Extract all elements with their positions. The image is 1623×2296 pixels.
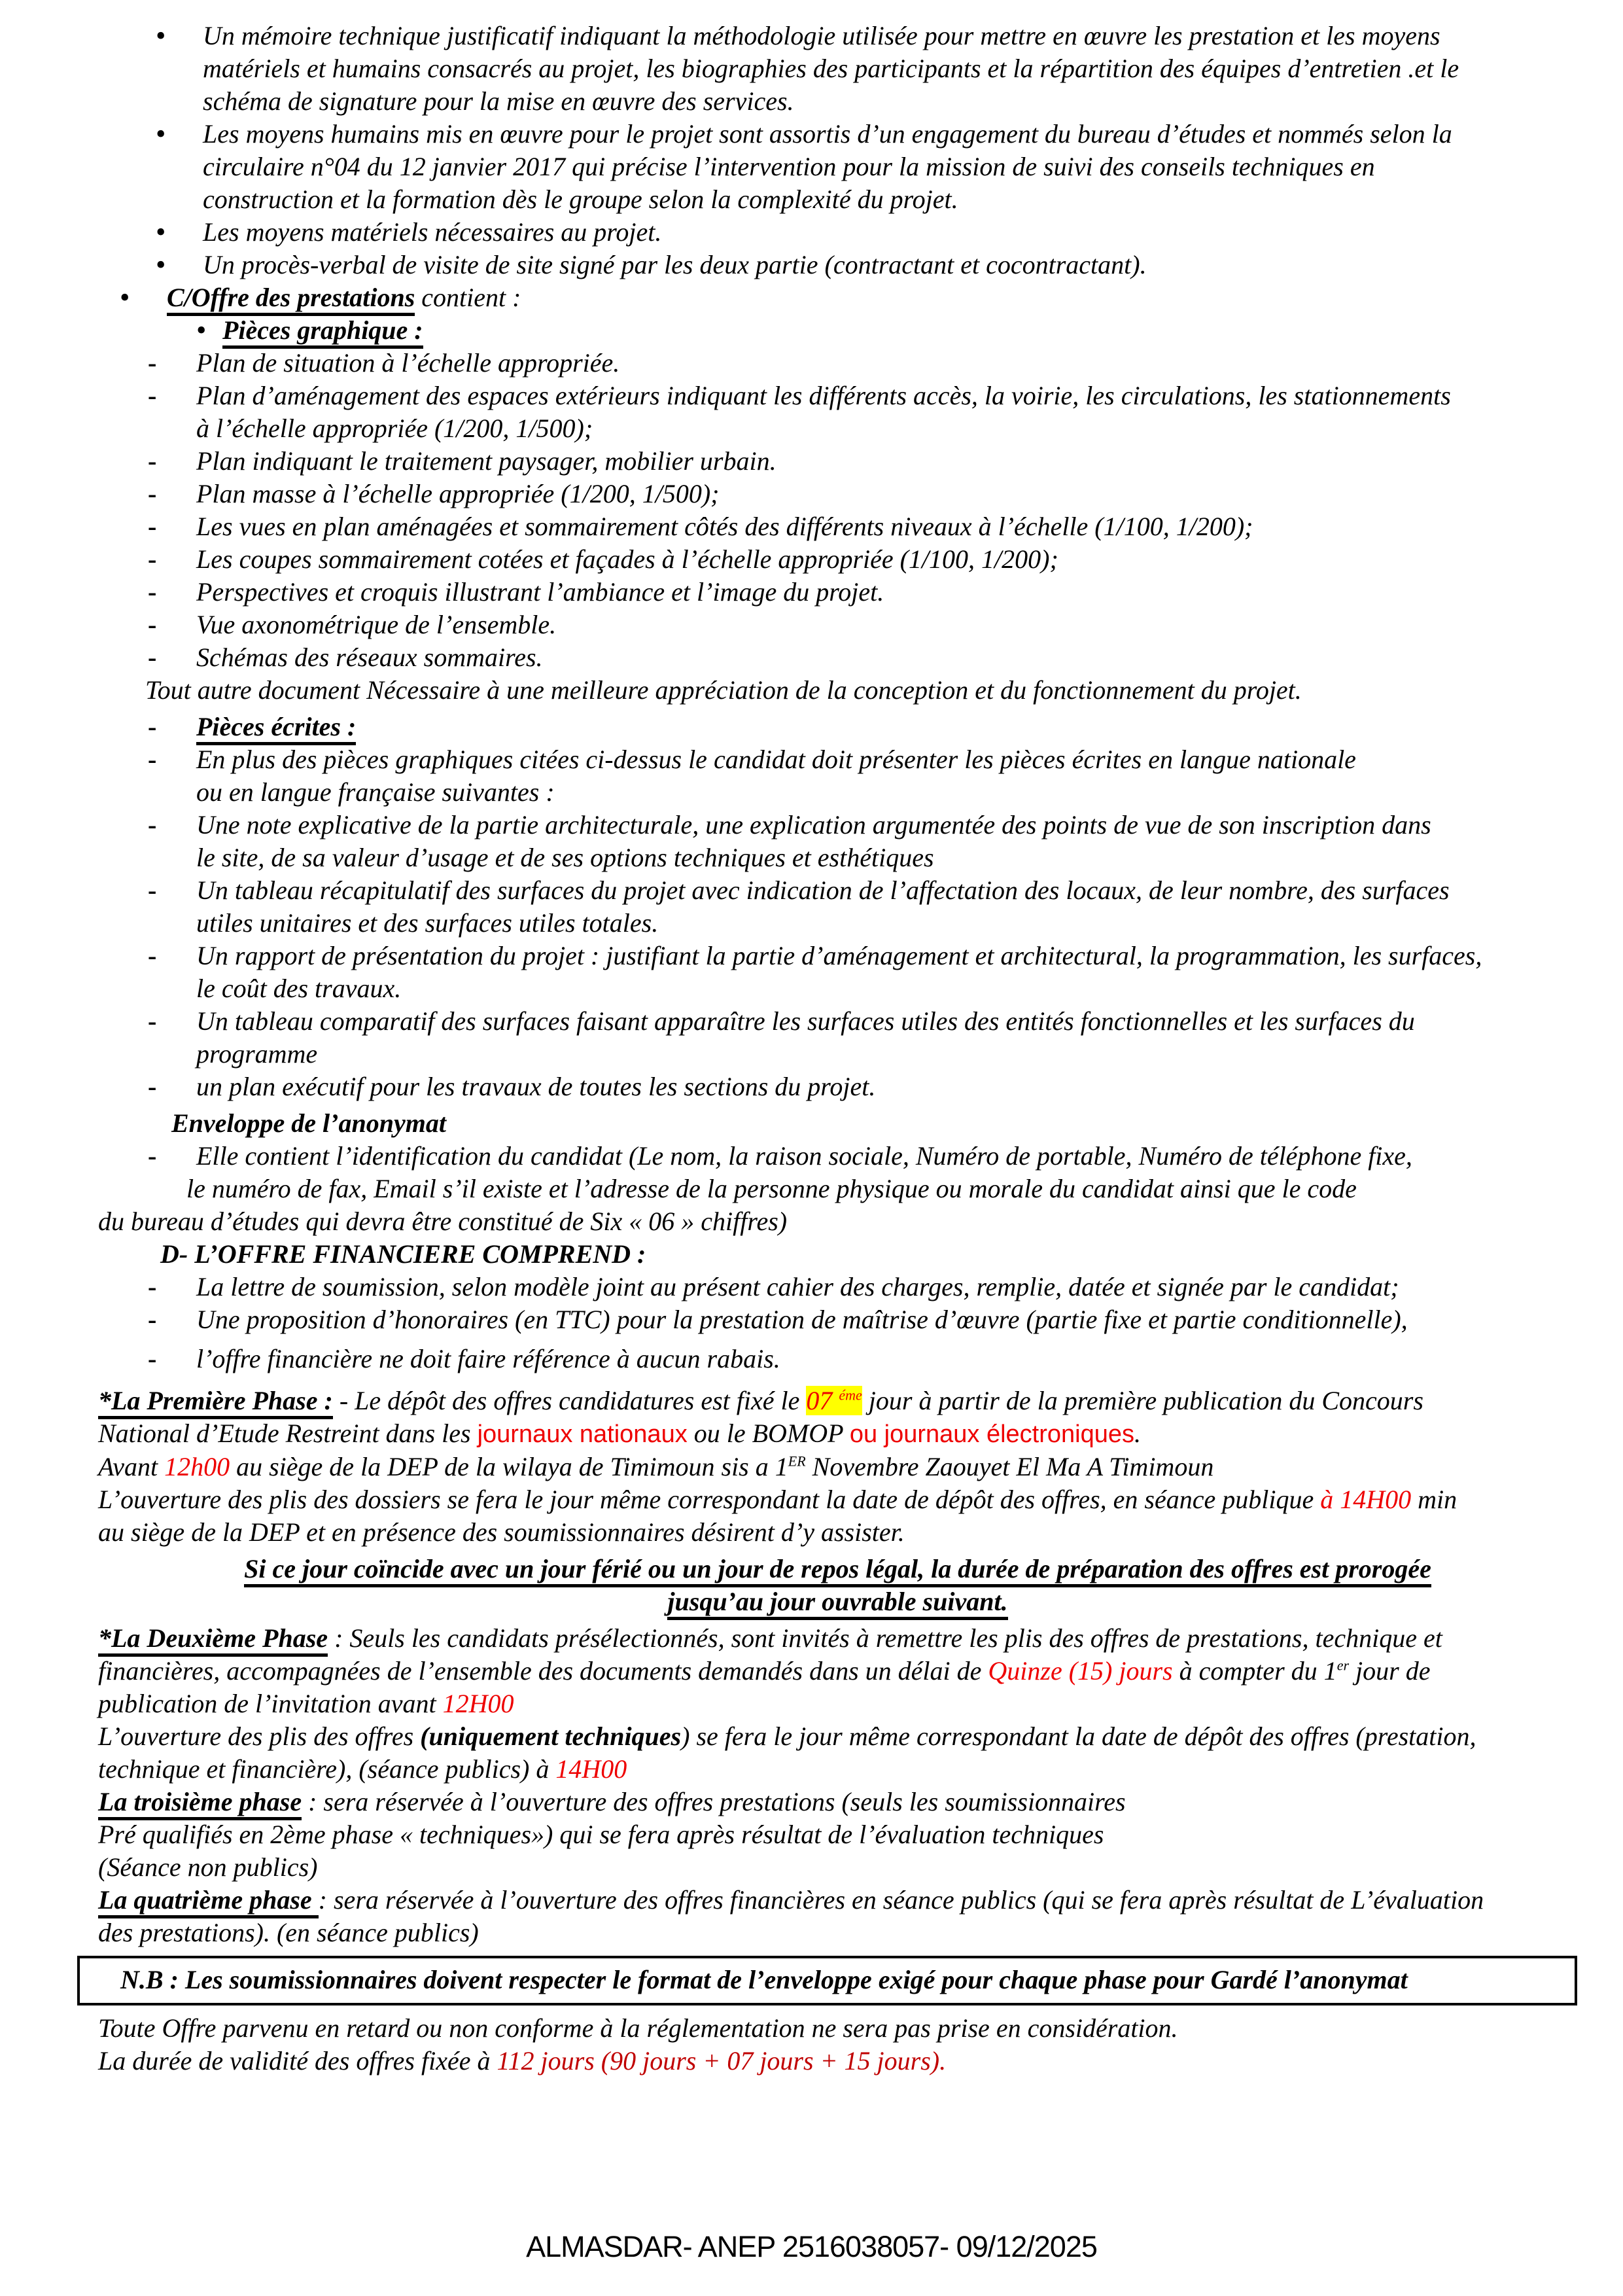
subsection-title: Enveloppe de l’anonymat <box>171 1108 446 1138</box>
text-line: utiles unitaires et des surfaces utiles totales. <box>196 908 659 938</box>
red-journaux-nationaux: journaux nationaux <box>477 1421 688 1448</box>
ouverture2-line <box>98 1720 1577 1753</box>
red-time-14h00: à 14H00 <box>1320 1485 1412 1514</box>
phase3-paragraph-cont <box>98 1851 1577 1884</box>
text-segment: (Séance non publics) <box>98 1852 318 1882</box>
text-line: le coût des travaux. <box>196 974 402 1003</box>
text-line: le numéro de fax, Email s’il existe et l’adresse de la personne physique ou morale du candidat ainsi que le code <box>186 1174 1357 1203</box>
dash-item <box>98 1070 1577 1103</box>
text-segment: L’ouverture des plis des offres <box>98 1722 421 1751</box>
bullet-item-cont <box>98 52 1577 85</box>
dash-item <box>98 510 1577 543</box>
dash-item-cont <box>98 1173 1577 1205</box>
ferie-notice-cont <box>98 1585 1577 1618</box>
nb-line <box>120 1964 1568 1996</box>
notice-line: jusqu’au jour ouvrable suivant. <box>667 1587 1007 1620</box>
text-segment: min <box>1411 1485 1457 1514</box>
bullet-icon <box>156 20 166 53</box>
phase4-paragraph <box>98 1884 1577 1916</box>
notice-line: Si ce jour coïncide avec un jour férié ou un jour de repos légal, la durée de préparation des offres est prorogée <box>244 1554 1431 1587</box>
dash-icon <box>148 478 156 510</box>
ordinal-ER: ER <box>788 1453 806 1470</box>
toute-offre-line <box>98 2012 1577 2045</box>
dash-icon <box>148 543 156 576</box>
dash-icon <box>148 609 156 641</box>
dash-icon <box>148 1005 156 1038</box>
ordinal-er: er <box>1336 1657 1350 1674</box>
validite-line <box>98 2045 1577 2077</box>
text-segment: : Seuls les candidats présélectionnés, sont invités à remettre les plis des offres de prestations, technique et <box>328 1623 1442 1653</box>
text-line: Les coupes sommairement cotées et façades à l’échelle appropriée (1/100, 1/200); <box>196 544 1058 574</box>
text-segment: des prestations). (en séance publics) <box>98 1918 479 1947</box>
text-segment: Pré qualifiés en 2ème phase « techniques») qui se fera après résultat de l’évaluation techniques <box>98 1820 1104 1849</box>
dash-item <box>98 1271 1577 1303</box>
footer-anep-reference: ALMASDAR- ANEP 2516038057- 09/12/2025 <box>526 2230 1097 2263</box>
text-segment: - Le dépôt des offres candidatures est fixé le <box>332 1386 807 1415</box>
phase2-paragraph-cont <box>98 1687 1577 1720</box>
subsection-title: Pièces écrites : <box>196 712 356 745</box>
dash-item <box>98 874 1577 907</box>
dash-item <box>98 445 1577 478</box>
text-line: Schémas des réseaux sommaires. <box>196 643 543 672</box>
red-journaux-electroniques: ou journaux électroniques <box>849 1421 1135 1448</box>
text-line: programme <box>196 1039 318 1069</box>
text-segment: jour de <box>1349 1656 1431 1686</box>
text-segment: à compter du 1 <box>1172 1656 1337 1686</box>
ouverture1-line <box>98 1483 1577 1516</box>
bold-uniquement-techniques: (uniquement techniques <box>420 1722 682 1751</box>
dash-icon <box>148 576 156 609</box>
text-line: ou en langue française suivantes : <box>196 777 555 807</box>
text-segment: Novembre Zaouyet El Ma A Timimoun <box>805 1452 1214 1481</box>
dash-item <box>98 1343 1577 1375</box>
text-segment: : sera réservée à l’ouverture des offres financières en séance publics (qui se fera après résultat de L’évaluation <box>318 1885 1484 1915</box>
paragraph <box>98 674 1577 707</box>
dash-item <box>98 576 1577 609</box>
section-offre-financiere <box>98 1238 1577 1271</box>
dash-icon <box>148 380 156 412</box>
text-line: Tout autre document Nécessaire à une meilleure appréciation de la conception et du fonctionnement du projet. <box>145 675 1302 705</box>
dash-item <box>98 1005 1577 1038</box>
text-segment: jour à partir de la première publication du Concours <box>862 1386 1423 1415</box>
bullet-item-cont <box>98 183 1577 216</box>
dash-item <box>98 809 1577 841</box>
dash-item-cont <box>98 907 1577 940</box>
bullet-icon <box>120 281 130 315</box>
dash-icon <box>148 1140 156 1173</box>
section-title: D- L’OFFRE FINANCIERE COMPREND : <box>160 1239 646 1269</box>
phase3-title: La troisième phase <box>98 1787 302 1820</box>
subsection-title: Pièces graphique : <box>222 315 423 349</box>
phase1-title: *La Première Phase : <box>98 1386 333 1419</box>
dash-item <box>98 641 1577 674</box>
section-offre-prestations <box>98 281 1577 314</box>
text-line: Une note explicative de la partie architecturale, une explication argumentée des points de vue de son inscription dans <box>196 810 1431 839</box>
bullet-item <box>98 216 1577 249</box>
paragraph <box>98 1205 1577 1238</box>
red-delai-quinze: Quinze (15) jours <box>988 1656 1173 1686</box>
text-line: un plan exécutif pour les travaux de toutes les sections du projet. <box>196 1072 876 1101</box>
text-line: Plan indiquant le traitement paysager, mobilier urbain. <box>196 446 777 476</box>
dash-item <box>98 1303 1577 1336</box>
text-line: Les moyens humains mis en œuvre pour le projet sont assortis d’un engagement du bureau d’études et nommés selon la <box>203 119 1452 149</box>
bullet-icon <box>196 314 206 347</box>
bullet-icon <box>156 118 166 151</box>
highlighted-day-number <box>806 1386 862 1415</box>
subsection-pieces-graphique <box>98 314 1577 347</box>
dash-icon <box>148 1070 156 1103</box>
text-segment: L’ouverture des plis des dossiers se fera le jour même correspondant la date de dépôt des offres, en séance publique <box>98 1485 1321 1514</box>
nb-box <box>77 1956 1577 2005</box>
phase4-title: La quatrième phase <box>98 1885 319 1918</box>
text-segment: Avant <box>98 1452 165 1481</box>
text-line: Un tableau récapitulatif des surfaces du projet avec indication de l’affectation des locaux, de leur nombre, des surfaces <box>196 875 1450 905</box>
dash-item <box>98 743 1577 776</box>
text-segment: ) se fera le jour même correspondant la date de dépôt des offres (prestation, <box>681 1722 1476 1751</box>
bullet-item-cont <box>98 150 1577 183</box>
text-line: La lettre de soumission, selon modèle joint au présent cahier des charges, remplie, datée et signée par le candidat; <box>196 1272 1399 1301</box>
text-segment: National d’Etude Restreint dans les <box>98 1419 478 1448</box>
bullet-item-cont <box>98 85 1577 118</box>
avant-line <box>98 1451 1577 1483</box>
text-line: le site, de sa valeur d’usage et de ses options techniques et esthétiques <box>196 843 934 872</box>
bullet-icon <box>156 249 166 282</box>
dash-icon <box>148 874 156 907</box>
text-line: Les vues en plan aménagées et sommairement côtés des différents niveaux à l’échelle (1/100, 1/200); <box>196 512 1253 541</box>
section-title: C/Offre des prestations <box>167 283 415 316</box>
text-line: Un tableau comparatif des surfaces faisant apparaître les surfaces utiles des entités fonctionnelles et les surfaces du <box>196 1006 1415 1036</box>
nb-text: N.B : Les soumissionnaires doivent respecter le format de l’enveloppe exigé pour chaque phase pour Gardé l’anonymat <box>120 1965 1408 1994</box>
text-line: du bureau d’études qui devra être constitué de Six « 06 » chiffres) <box>98 1207 788 1236</box>
phase4-paragraph-cont <box>98 1916 1577 1949</box>
enveloppe-title <box>98 1107 1577 1140</box>
text-line: Un procès-verbal de visite de site signé par les deux partie (contractant et cocontractant). <box>203 250 1147 279</box>
red-time-14H00: 14H00 <box>555 1754 627 1784</box>
dash-icon <box>148 711 156 743</box>
bullet-item <box>98 118 1577 150</box>
dash-item-cont <box>98 412 1577 445</box>
phase1-paragraph-cont <box>98 1417 1577 1451</box>
day-ordinal: éme <box>839 1386 862 1404</box>
phase3-paragraph-cont <box>98 1818 1577 1851</box>
red-time-12h00: 12h00 <box>164 1452 230 1481</box>
text-line: matériels et humains consacrés au projet, les biographies des participants et la répartition des équipes d’entretien .et le <box>203 54 1459 83</box>
bullet-icon <box>156 216 166 249</box>
dash-icon <box>148 1303 156 1336</box>
ouverture2-line-cont <box>98 1753 1577 1786</box>
text-line: l’offre financière ne doit faire référence à aucun rabais. <box>196 1344 780 1373</box>
text-line: Plan d’aménagement des espaces extérieurs indiquant les différents accès, la voirie, les circulations, les stationnements <box>196 381 1451 410</box>
dash-icon <box>148 510 156 543</box>
phase2-paragraph <box>98 1622 1577 1655</box>
phase2-paragraph-cont <box>98 1655 1577 1687</box>
text-line: Elle contient l’identification du candidat (Le nom, la raison sociale, Numéro de portable, Numéro de téléphone fixe, <box>196 1141 1412 1171</box>
text-segment: publication de l’invitation avant <box>98 1689 443 1718</box>
text-segment: financières, accompagnées de l’ensemble des documents demandés dans un délai de <box>98 1656 988 1686</box>
document-body <box>98 20 1577 2077</box>
text-line: Un rapport de présentation du projet : justifiant la partie d’aménagement et architectural, la programmation, les surfaces, <box>196 941 1482 970</box>
text-segment: : sera réservée à l’ouverture des offres prestations (seuls les soumissionnaires <box>302 1787 1126 1816</box>
subsection-pieces-ecrites <box>98 711 1577 743</box>
text-line: Les moyens matériels nécessaires au projet. <box>203 217 662 247</box>
dash-icon <box>148 641 156 674</box>
text-segment: au siège de la DEP et en présence des soumissionnaires désirent d’y assister. <box>98 1517 905 1547</box>
text-line: à l’échelle appropriée (1/200, 1/500); <box>196 414 593 443</box>
dash-item <box>98 1140 1577 1173</box>
dash-icon <box>148 809 156 841</box>
dash-item <box>98 380 1577 412</box>
text-segment: technique et financière), (séance publics) à <box>98 1754 556 1784</box>
text-line: schéma de signature pour la mise en œuvre des services. <box>203 86 794 116</box>
ouverture1-line-cont <box>98 1516 1577 1549</box>
text-segment: . <box>1134 1419 1142 1448</box>
dash-item-cont <box>98 841 1577 874</box>
dash-item <box>98 940 1577 972</box>
dash-item <box>98 347 1577 380</box>
text-line: Une proposition d’honoraires (en TTC) pour la prestation de maîtrise d’œuvre (partie fixe et partie conditionnelle), <box>196 1305 1408 1334</box>
dash-item-cont <box>98 972 1577 1005</box>
text-line: Plan masse à l’échelle appropriée (1/200, 1/500); <box>196 479 720 508</box>
text-line: Un mémoire technique justificatif indiquant la méthodologie utilisée pour mettre en œuvre les prestation et les moyens <box>203 21 1440 50</box>
day-number: 07 <box>806 1386 833 1415</box>
phase3-paragraph <box>98 1786 1577 1818</box>
red-time-12H00: 12H00 <box>442 1689 514 1718</box>
text-line: Perspectives et croquis illustrant l’ambiance et l’image du projet. <box>196 577 884 607</box>
dash-icon <box>148 347 156 380</box>
dash-icon <box>148 743 156 776</box>
text-line: Vue axonométrique de l’ensemble. <box>196 610 557 639</box>
dash-icon <box>148 445 156 478</box>
dash-item <box>98 478 1577 510</box>
phase2-title: *La Deuxième Phase <box>98 1623 328 1657</box>
text-line: Toute Offre parvenu en retard ou non conforme à la réglementation ne sera pas prise en considération. <box>98 2013 1178 2043</box>
ferie-notice <box>98 1553 1577 1585</box>
phase1-paragraph <box>98 1385 1577 1417</box>
text-line: construction et la formation dès le groupe selon la complexité du projet. <box>203 185 958 214</box>
dash-icon <box>148 1343 156 1375</box>
dash-item-cont <box>98 1038 1577 1070</box>
dash-item <box>98 543 1577 576</box>
bullet-item <box>98 249 1577 281</box>
text-segment: La durée de validité des offres fixée à <box>98 2046 497 2075</box>
bullet-item <box>98 20 1577 52</box>
dash-icon <box>148 1271 156 1303</box>
text-segment: ou le BOMOP <box>687 1419 850 1448</box>
red-validite-duration: 112 jours (90 jours + 07 jours + 15 jours). <box>497 2046 947 2075</box>
dash-icon <box>148 940 156 972</box>
text-line: circulaire n°04 du 12 janvier 2017 qui précise l’intervention pour la mission de suivi des conseils techniques en <box>203 152 1375 181</box>
dash-item <box>98 609 1577 641</box>
dash-item-cont <box>98 776 1577 809</box>
text-line: En plus des pièces graphiques citées ci-dessus le candidat doit présenter les pièces écrites en langue nationale <box>196 745 1356 774</box>
section-title-suffix: contient : <box>415 283 521 312</box>
text-segment: au siège de la DEP de la wilaya de Timimoun sis a 1 <box>230 1452 788 1481</box>
text-line: Plan de situation à l’échelle appropriée. <box>196 348 620 378</box>
